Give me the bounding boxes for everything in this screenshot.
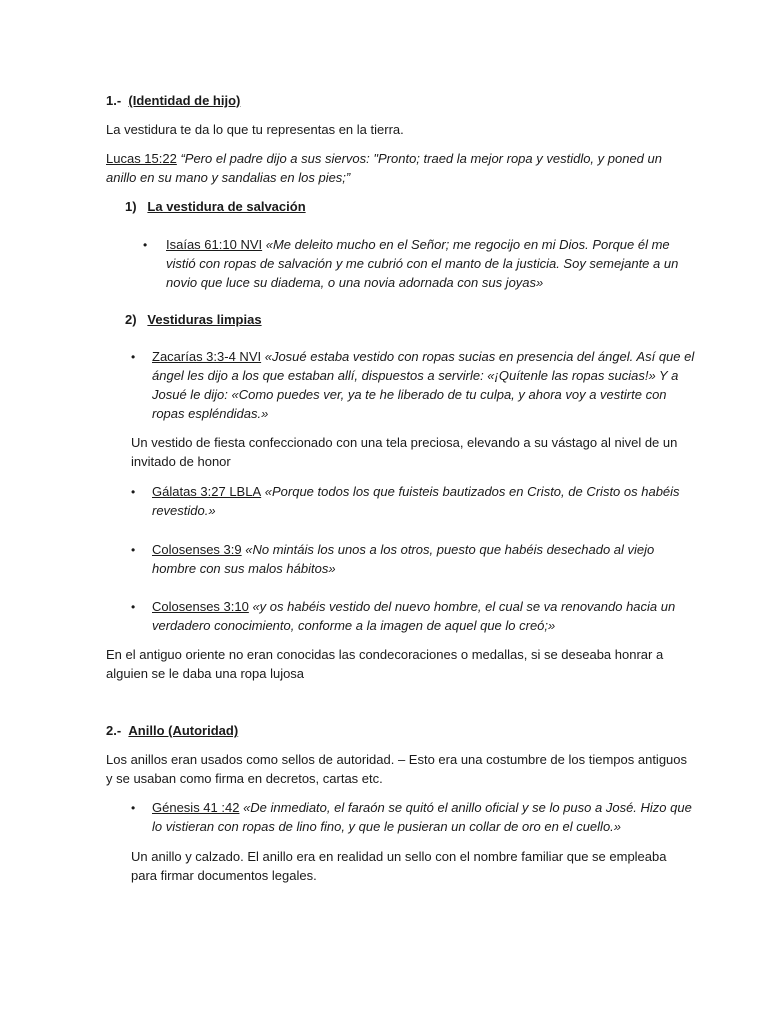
isaias-verse-line-2: vistió con ropas de salvación y me cubrió con el manto de la justicia. Soy semejante a un <box>166 256 679 271</box>
galatas-verse-line-2: revestido.» <box>152 503 216 518</box>
colosenses-3-9-verse-line-2: hombre con sus malos hábitos» <box>152 561 336 576</box>
subheading-1 <box>125 198 306 216</box>
colosenses-3-10-reference: Colosenses 3:10 <box>152 599 249 614</box>
subheading-2 <box>125 311 262 329</box>
anillo-paragraph-line-2: para firmar documentos legales. <box>131 868 317 883</box>
section-1-number: 1.- <box>106 93 122 108</box>
lucas-verse-line-1: Lucas 15:22 “Pero el padre dijo a sus siervos: "Pronto; traed la mejor ropa y vestidlo, y poned un <box>106 151 662 166</box>
bullet-colosenses-3-10: • <box>131 600 136 614</box>
section-2-title: Anillo (Autoridad) <box>128 723 239 738</box>
colosenses-3-10-verse-line-1: Colosenses 3:10 «y os habéis vestido del nuevo hombre, el cual se va renovando hacia un <box>152 599 676 614</box>
section-2-intro-line-1: Los anillos eran usados como sellos de autoridad. – Esto era una costumbre de los tiempos antiguos <box>106 752 688 767</box>
zacarias-verse-line-1: Zacarías 3:3-4 NVI «Josué estaba vestido con ropas sucias en presencia del ángel. Así que el <box>152 349 695 364</box>
oriente-paragraph-line-1: En el antiguo oriente no eran conocidas las condecoraciones o medallas, si se deseaba honrar a <box>106 647 664 662</box>
genesis-verse-line-2: lo vistieran con ropas de lino fino, y que le pusieran un collar de oro en el cuello.» <box>152 819 622 834</box>
isaias-verse-line-3: novio que luce su diadema, o una novia adornada con sus joyas» <box>166 275 544 290</box>
isaias-reference: Isaías 61:10 NVI <box>166 237 263 252</box>
subheading-2-number: 2) <box>125 312 137 327</box>
colosenses-3-9-reference: Colosenses 3:9 <box>152 542 242 557</box>
isaias-verse-line-1: Isaías 61:10 NVI «Me deleito mucho en el Señor; me regocijo en mi Dios. Porque él me <box>166 237 670 252</box>
bullet-colosenses-3-9: • <box>131 543 136 557</box>
subheading-1-number: 1) <box>125 199 137 214</box>
zacarias-verse-line-3: Josué le dijo: «Como puedes ver, ya te he liberado de tu culpa, y ahora voy a vestirte con <box>152 387 667 402</box>
bullet-galatas: • <box>131 485 136 499</box>
section-2-number: 2.- <box>106 723 122 738</box>
subheading-2-title: Vestiduras limpias <box>147 312 262 327</box>
section-2-intro-line-2: y se usaban como firma en decretos, cartas etc. <box>106 771 383 786</box>
section-1-heading <box>106 92 240 110</box>
lucas-verse-line-2: anillo en su mano y sandalias en los pies;” <box>106 170 351 185</box>
subheading-1-title: La vestidura de salvación <box>147 199 306 214</box>
oriente-paragraph-line-2: alguien se le daba una ropa lujosa <box>106 666 305 681</box>
bullet-zacarias: • <box>131 350 136 364</box>
zacarias-verse-line-4: ropas espléndidas.» <box>152 406 269 421</box>
galatas-verse-line-1: Gálatas 3:27 LBLA «Porque todos los que fuisteis bautizados en Cristo, de Cristo os habéis <box>152 484 680 499</box>
genesis-reference: Génesis 41 :42 <box>152 800 240 815</box>
colosenses-3-10-verse-line-2: verdadero conocimiento, conforme a la imagen de aquel que lo creó;» <box>152 618 556 633</box>
fiesta-paragraph-line-2: invitado de honor <box>131 454 231 469</box>
anillo-paragraph-line-1: Un anillo y calzado. El anillo era en realidad un sello con el nombre familiar que se empleaba <box>131 849 667 864</box>
genesis-verse-line-1: Génesis 41 :42 «De inmediato, el faraón se quitó el anillo oficial y se lo puso a José. Hizo que <box>152 800 692 815</box>
zacarias-verse-line-2: ángel les dijo a los que estaban allí, dispuestos a servirle: «¡Quítenle las ropas sucias!» Y a <box>152 368 679 383</box>
galatas-reference: Gálatas 3:27 LBLA <box>152 484 262 499</box>
bullet-isaias: • <box>143 238 148 252</box>
section-1-intro: La vestidura te da lo que tu representas en la tierra. <box>106 122 404 137</box>
lucas-reference: Lucas 15:22 <box>106 151 177 166</box>
colosenses-3-9-verse-line-1: Colosenses 3:9 «No mintáis los unos a los otros, puesto que habéis desechado al viejo <box>152 542 655 557</box>
bullet-genesis: • <box>131 801 136 815</box>
section-2-heading <box>106 722 238 740</box>
section-1-title: (Identidad de hijo) <box>128 93 241 108</box>
zacarias-reference: Zacarías 3:3-4 NVI <box>152 349 262 364</box>
fiesta-paragraph-line-1: Un vestido de fiesta confeccionado con una tela preciosa, elevando a su vástago al nivel de un <box>131 435 678 450</box>
